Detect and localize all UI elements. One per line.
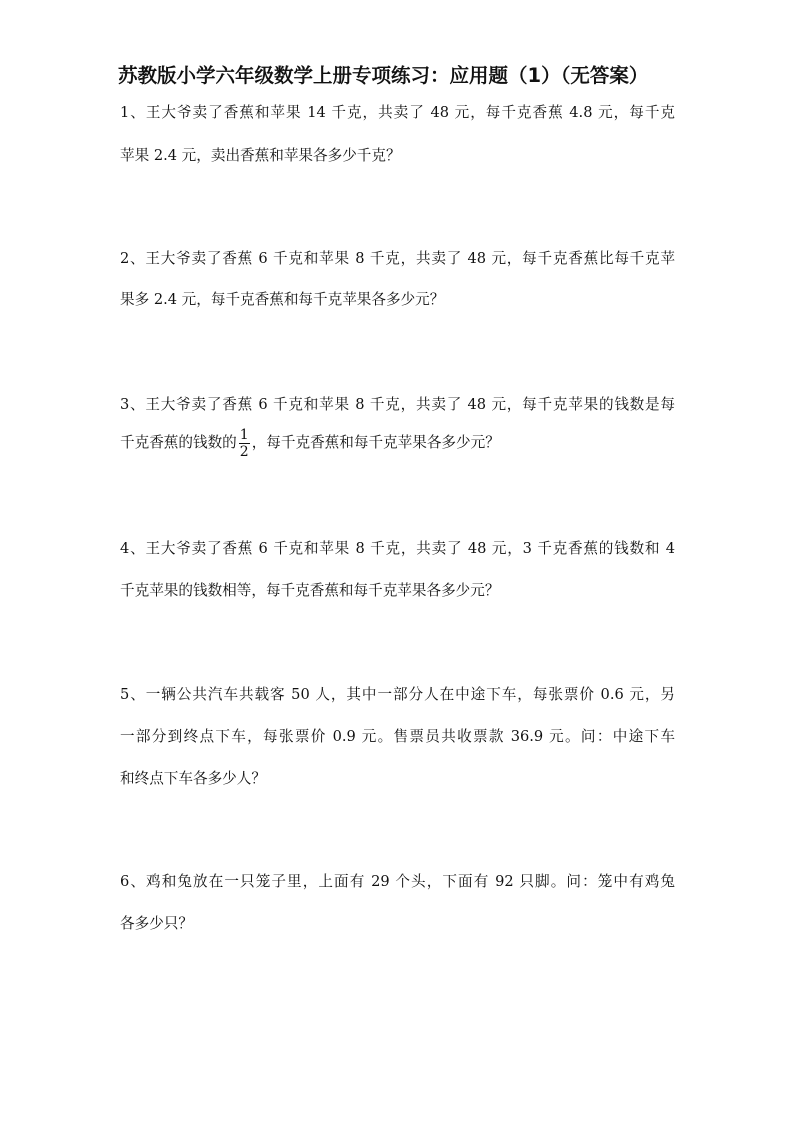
question-5-line-3: 和终点下车各多少人？: [120, 770, 266, 787]
fraction-denominator: 2: [239, 443, 249, 460]
question-6-line-2: 各多少只？: [120, 915, 193, 932]
question-5-line-2: 一部分到终点下车，每张票价 0.9 元。售票员共收票款 36.9 元。问：中途下车: [120, 728, 675, 745]
question-3-line-1: 3、王大爷卖了香蕉 6 千克和苹果 8 千克，共卖了 48 元，每千克苹果的钱数是每: [120, 396, 675, 413]
question-3-text-b: ，每千克香蕉和每千克苹果各多少元？: [251, 434, 500, 451]
question-6-line-1: 6、鸡和兔放在一只笼子里，上面有 29 个头，下面有 92 只脚。问：笼中有鸡兔: [120, 873, 675, 890]
question-4-line-1: 4、王大爷卖了香蕉 6 千克和苹果 8 千克，共卖了 48 元，3 千克香蕉的钱数和 4: [120, 540, 675, 557]
page-title: 苏教版小学六年级数学上册专项练习：应用题（1）（无答案）: [118, 64, 649, 87]
question-1-line-1: 1、王大爷卖了香蕉和苹果 14 千克，共卖了 48 元，每千克香蕉 4.8 元，每千克: [120, 104, 675, 121]
question-2-line-1: 2、王大爷卖了香蕉 6 千克和苹果 8 千克，共卖了 48 元，每千克香蕉比每千克苹: [120, 250, 675, 267]
fraction-numerator: 1: [239, 426, 249, 443]
question-2-line-2: 果多 2.4 元，每千克香蕉和每千克苹果各多少元？: [120, 291, 445, 308]
question-3-text-a: 千克香蕉的钱数的: [120, 434, 237, 451]
question-3-line-2: [120, 425, 675, 461]
question-5-line-1: 5、一辆公共汽车共载客 50 人，其中一部分人在中途下车，每张票价 0.6 元，另: [120, 686, 675, 703]
question-1-line-2: 苹果 2.4 元，卖出香蕉和苹果各多少千克？: [120, 147, 401, 164]
fraction-one-half: [239, 427, 250, 460]
question-4-line-2: 千克苹果的钱数相等，每千克香蕉和每千克苹果各多少元？: [120, 582, 500, 599]
